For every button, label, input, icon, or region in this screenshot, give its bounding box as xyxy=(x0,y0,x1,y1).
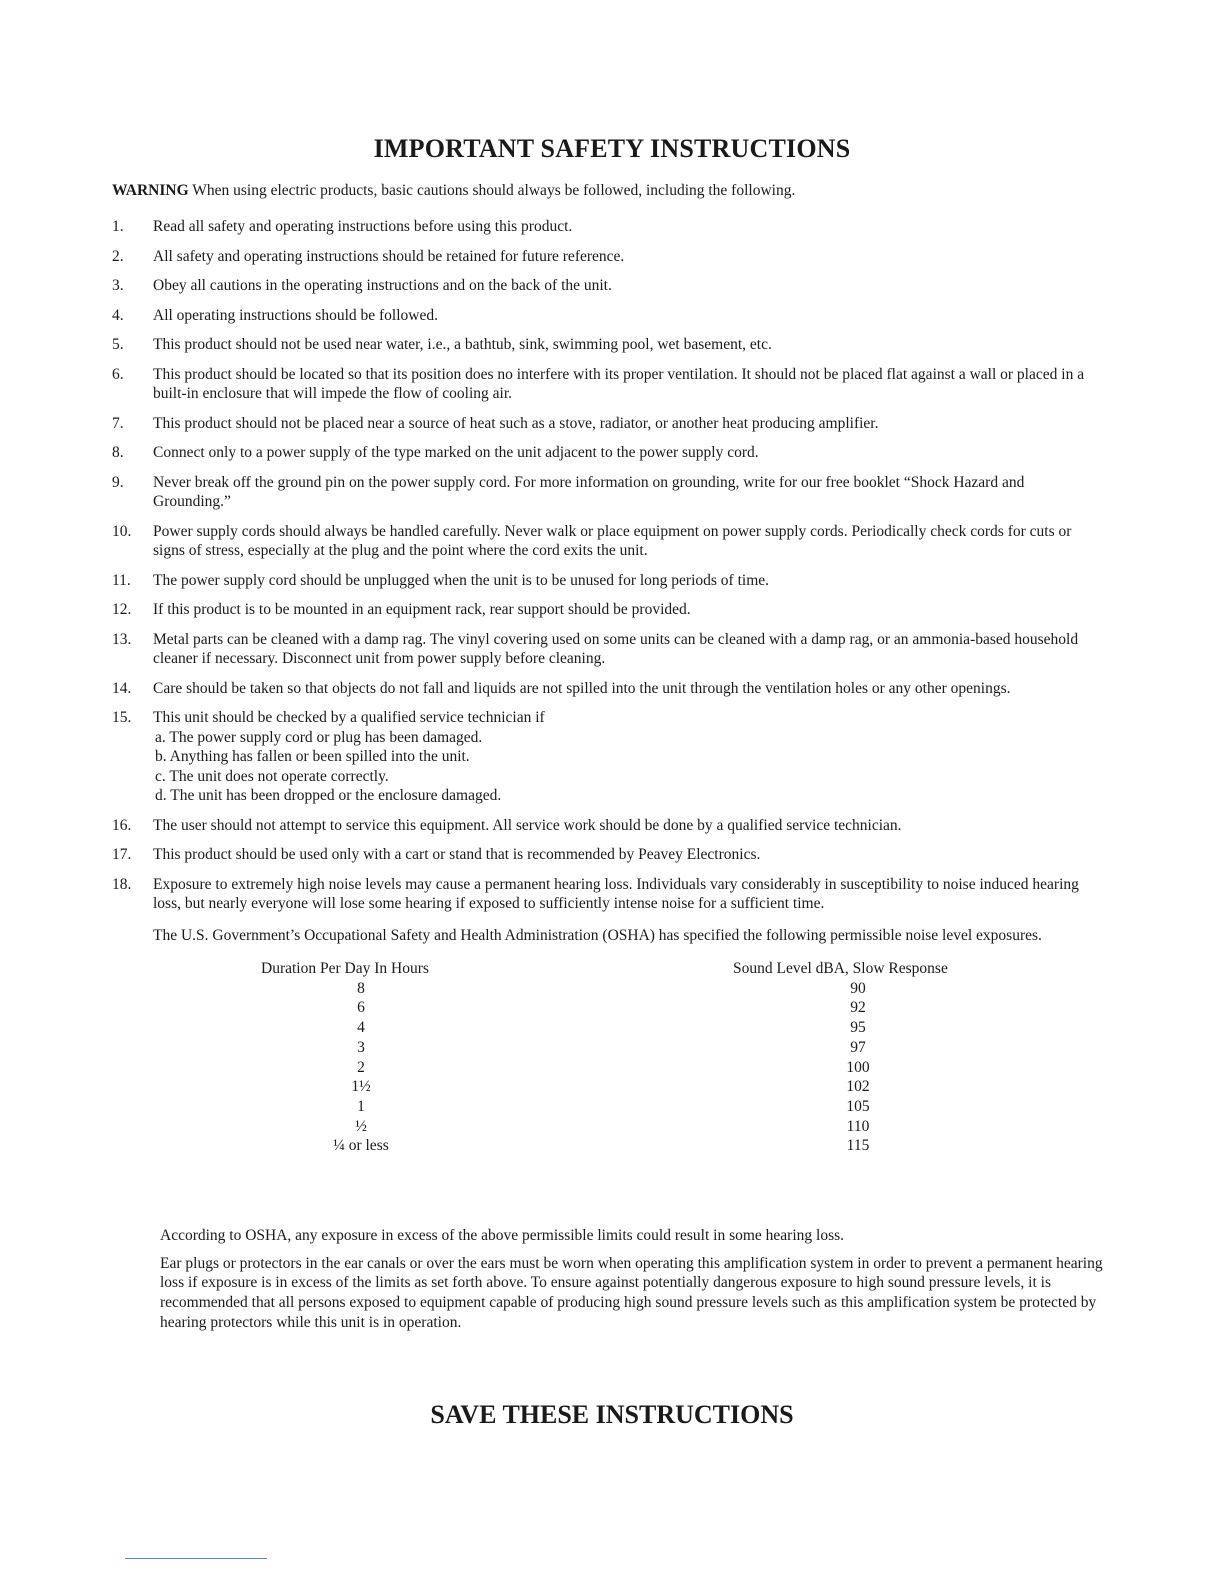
list-item xyxy=(112,276,1102,296)
item-text: Metal parts can be cleaned with a damp rag. The vinyl covering used on some units can be cleaned with a damp rag, or an ammonia-based household cleaner if necessary. Disconnect unit from power supply before cleaning. xyxy=(153,630,1079,667)
table-cell-duration: ½ xyxy=(355,1117,367,1135)
list-item xyxy=(112,708,1102,806)
item-text-block xyxy=(153,708,1102,806)
hearing-protection-notes xyxy=(160,1226,1110,1341)
item-text: This product should be located so that its position does no interfere with its proper ventilation. It should not be placed flat against a wall or placed in a built-in enclosure that will impede the flow of cooling air. xyxy=(153,365,1085,402)
warning-label: WARNING xyxy=(112,182,189,199)
table-cell-sound-level: 97 xyxy=(850,1038,866,1056)
osha-note: The U.S. Government’s Occupational Safety and Health Administration (OSHA) has specified the following permissible noise level exposures. xyxy=(153,926,1042,944)
list-item xyxy=(112,365,1102,404)
sub-item: a. The power supply cord or plug has been damaged. xyxy=(155,728,483,746)
item-number: 3. xyxy=(112,277,124,294)
item-number: 9. xyxy=(112,473,124,491)
table-cell-sound-level: 102 xyxy=(846,1078,870,1096)
item-text: Exposure to extremely high noise levels may cause a permanent hearing loss. Individuals vary considerably in susceptibility to noise induced hearing loss, but nearly everyone will lose some hearing if exposed to sufficiently intense noise for a sufficient time. xyxy=(153,875,1079,912)
warning-text: When using electric products, basic cautions should always be followed, including the following. xyxy=(192,182,796,199)
sub-item: b. Anything has fallen or been spilled into the unit. xyxy=(155,748,470,765)
item-text: If this product is to be mounted in an equipment rack, rear support should be provided. xyxy=(153,601,691,618)
table-cell-duration: 8 xyxy=(357,979,365,997)
instructions-list xyxy=(112,217,1102,1173)
item-text: The user should not attempt to service this equipment. All service work should be done by a qualified service technician. xyxy=(153,816,902,834)
page-title: IMPORTANT SAFETY INSTRUCTIONS xyxy=(373,134,851,163)
table-cell-sound-level: 95 xyxy=(850,1019,866,1037)
item-text: This product should not be used near water, i.e., a bathtub, sink, swimming pool, wet basement, etc. xyxy=(153,336,772,353)
noise-exposure-table xyxy=(153,959,1102,1163)
sub-item: d. The unit has been dropped or the enclosure damaged. xyxy=(155,787,502,804)
item-number: 5. xyxy=(112,336,124,353)
list-item xyxy=(112,816,1102,836)
table-cell-duration: 1½ xyxy=(351,1078,371,1096)
table-cell-duration: 3 xyxy=(357,1038,365,1056)
list-item xyxy=(112,443,1102,463)
list-item xyxy=(112,335,1102,355)
list-item xyxy=(112,247,1102,267)
item-number: 15. xyxy=(112,709,132,726)
sub-item: c. The unit does not operate correctly. xyxy=(155,767,389,785)
table-header-duration: Duration Per Day In Hours xyxy=(261,960,429,977)
list-item xyxy=(112,600,1102,620)
table-cell-sound-level: 105 xyxy=(846,1097,870,1115)
item-text: Care should be taken so that objects do not fall and liquids are not spilled into the unit through the ventilation holes or any other openings. xyxy=(153,679,1011,697)
item-text: Obey all cautions in the operating instructions and on the back of the unit. xyxy=(153,277,612,294)
osha-limit-paragraph: According to OSHA, any exposure in excess of the above permissible limits could result in some hearing loss. xyxy=(160,1227,845,1244)
item-number: 4. xyxy=(112,306,124,324)
item-number: 1. xyxy=(112,218,124,235)
duration-column xyxy=(261,959,461,1156)
warning-line xyxy=(112,181,1112,201)
item-number: 18. xyxy=(112,875,132,893)
item-text: Read all safety and operating instructions before using this product. xyxy=(153,218,573,235)
item-number: 11. xyxy=(112,571,131,589)
table-cell-duration: 6 xyxy=(357,999,365,1017)
item-text: Connect only to a power supply of the type marked on the unit adjacent to the power supply cord. xyxy=(153,444,759,461)
item-text: The power supply cord should be unplugged when the unit is to be unused for long periods of time. xyxy=(153,571,770,589)
list-item xyxy=(112,571,1102,591)
table-cell-duration: ¼ or less xyxy=(333,1137,389,1155)
item-text-block xyxy=(153,875,1102,1164)
sound-level-column xyxy=(733,959,1003,1156)
table-cell-sound-level: 110 xyxy=(846,1117,870,1135)
item-text: All safety and operating instructions should be retained for future reference. xyxy=(153,247,625,265)
item-text: This product should not be placed near a source of heat such as a stove, radiator, or another heat producing amplifier. xyxy=(153,414,879,432)
list-item xyxy=(112,522,1102,561)
item-text: Never break off the ground pin on the power supply cord. For more information on grounding, write for our free booklet “Shock Hazard and Grounding.” xyxy=(153,473,1025,510)
footer-rule xyxy=(125,1558,267,1559)
item-text: All operating instructions should be followed. xyxy=(153,306,438,324)
item-number: 2. xyxy=(112,247,124,265)
table-cell-duration: 4 xyxy=(357,1019,365,1037)
list-item xyxy=(112,217,1102,237)
item-text: Power supply cords should always be handled carefully. Never walk or place equipment on power supply cords. Periodically check cords for cuts or signs of stress, especially at the plug and the point where the cord exits the unit. xyxy=(153,522,1072,559)
list-item xyxy=(112,679,1102,699)
list-item xyxy=(112,875,1102,1164)
table-cell-duration: 2 xyxy=(357,1058,365,1076)
item-text: This unit should be checked by a qualified service technician if xyxy=(153,709,545,726)
item-number: 17. xyxy=(112,846,132,863)
item-number: 12. xyxy=(112,601,132,618)
list-item xyxy=(112,306,1102,326)
list-item xyxy=(112,845,1102,865)
item-number: 7. xyxy=(112,414,124,432)
table-cell-sound-level: 100 xyxy=(846,1058,870,1076)
table-cell-sound-level: 90 xyxy=(850,979,866,997)
item-number: 10. xyxy=(112,522,132,540)
table-cell-sound-level: 115 xyxy=(846,1137,870,1155)
item-text: This product should be used only with a cart or stand that is recommended by Peavey Electronics. xyxy=(153,846,761,863)
item-number: 14. xyxy=(112,679,132,697)
table-cell-sound-level: 92 xyxy=(850,999,866,1017)
list-item xyxy=(112,414,1102,434)
item-number: 13. xyxy=(112,630,132,648)
list-item xyxy=(112,630,1102,669)
save-instructions-heading: SAVE THESE INSTRUCTIONS xyxy=(430,1400,794,1429)
table-header-sound-level: Sound Level dBA, Slow Response xyxy=(733,960,948,977)
ear-protection-paragraph: Ear plugs or protectors in the ear canals or over the ears must be worn when operating this amplification system in order to prevent a permanent hearing loss if exposure is in excess of the limits as set forth above. To ensure against potentially dangerous exposure to high sound pressure levels, it is recommended that all persons exposed to equipment capable of producing high sound pressure levels such as this amplification system be protected by hearing protectors while this unit is in operation. xyxy=(160,1254,1103,1331)
list-item xyxy=(112,473,1102,512)
item-number: 8. xyxy=(112,444,124,461)
item-number: 6. xyxy=(112,365,124,383)
item-number: 16. xyxy=(112,816,132,834)
table-cell-duration: 1 xyxy=(357,1097,365,1115)
